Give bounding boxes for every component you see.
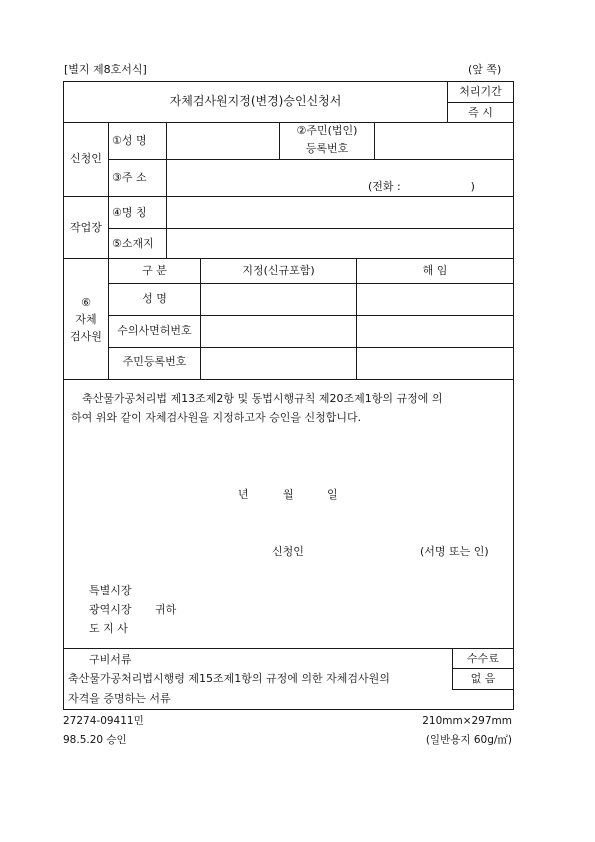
id-label-line1: ②주민(법인) bbox=[296, 124, 358, 137]
col-header-designate: 지정(신규포함) bbox=[242, 264, 315, 277]
processing-period-value: 즉 시 bbox=[468, 106, 493, 119]
applicant-section-label: 신청인 bbox=[70, 152, 102, 165]
address-label: ③주 소 bbox=[112, 171, 147, 184]
row-label-resident-id: 주민등록번호 bbox=[122, 355, 187, 368]
paper-type: (일반용지 60g/㎡) bbox=[425, 734, 512, 746]
form-number: [별지 제8호서식] bbox=[64, 63, 147, 76]
recipient-special-city: 특별시장 bbox=[89, 584, 132, 597]
row-label-license: 수의사면허번호 bbox=[117, 324, 192, 337]
approval-date: 98.5.20 승인 bbox=[63, 734, 127, 746]
recipient-honorific: 귀하 bbox=[155, 603, 177, 616]
statement-line-1: 축산물가공처리법 제13조제2항 및 동법시행규칙 제20조제1항의 규정에 의 bbox=[82, 392, 443, 405]
id-label-line2: 등록번호 bbox=[305, 142, 349, 155]
inspector-section-label-2: 검사원 bbox=[70, 330, 102, 343]
workplace-location-label: ⑤소재지 bbox=[112, 237, 154, 250]
date-day: 일 bbox=[327, 488, 338, 501]
documents-text-2: 자격을 증명하는 서류 bbox=[68, 692, 171, 705]
date-year: 년 bbox=[238, 488, 249, 501]
name-label: ①성 명 bbox=[112, 134, 147, 147]
documents-label: 구비서류 bbox=[89, 653, 132, 666]
form-title: 자체검사원지정(변경)승인신청서 bbox=[169, 94, 342, 108]
applicant-sign-label: 신청인 bbox=[272, 545, 304, 558]
paper-size: 210mm×297mm bbox=[422, 715, 512, 727]
processing-period-label: 처리기간 bbox=[459, 85, 502, 98]
recipient-governor: 도 지 사 bbox=[89, 622, 128, 635]
col-header-dismiss: 해 임 bbox=[422, 264, 448, 277]
documents-text-1: 축산물가공처리법시행령 제15조제1항의 규정에 의한 자체검사원의 bbox=[68, 672, 390, 685]
phone-label: (전화 : ) bbox=[368, 180, 475, 193]
inspector-section-mark: ⑥ bbox=[81, 296, 91, 309]
inspector-section-label-1: 자체 bbox=[75, 313, 97, 326]
recipient-metro-city: 광역시장 bbox=[89, 603, 132, 616]
date-month: 월 bbox=[283, 488, 294, 501]
page-side: (앞 쪽) bbox=[468, 63, 502, 76]
form-code: 27274-09411민 bbox=[63, 715, 144, 727]
row-label-name: 성 명 bbox=[142, 292, 167, 305]
workplace-section-label: 작업장 bbox=[70, 221, 102, 234]
workplace-name-label: ④명 칭 bbox=[112, 206, 147, 219]
fee-value: 없 음 bbox=[470, 672, 496, 685]
col-header-category: 구 분 bbox=[142, 264, 167, 277]
statement-line-2: 하여 위와 같이 자체검사원을 지정하고자 승인을 신청합니다. bbox=[71, 411, 362, 424]
signature-label: (서명 또는 인) bbox=[420, 545, 489, 558]
fee-label: 수수료 bbox=[467, 652, 499, 665]
